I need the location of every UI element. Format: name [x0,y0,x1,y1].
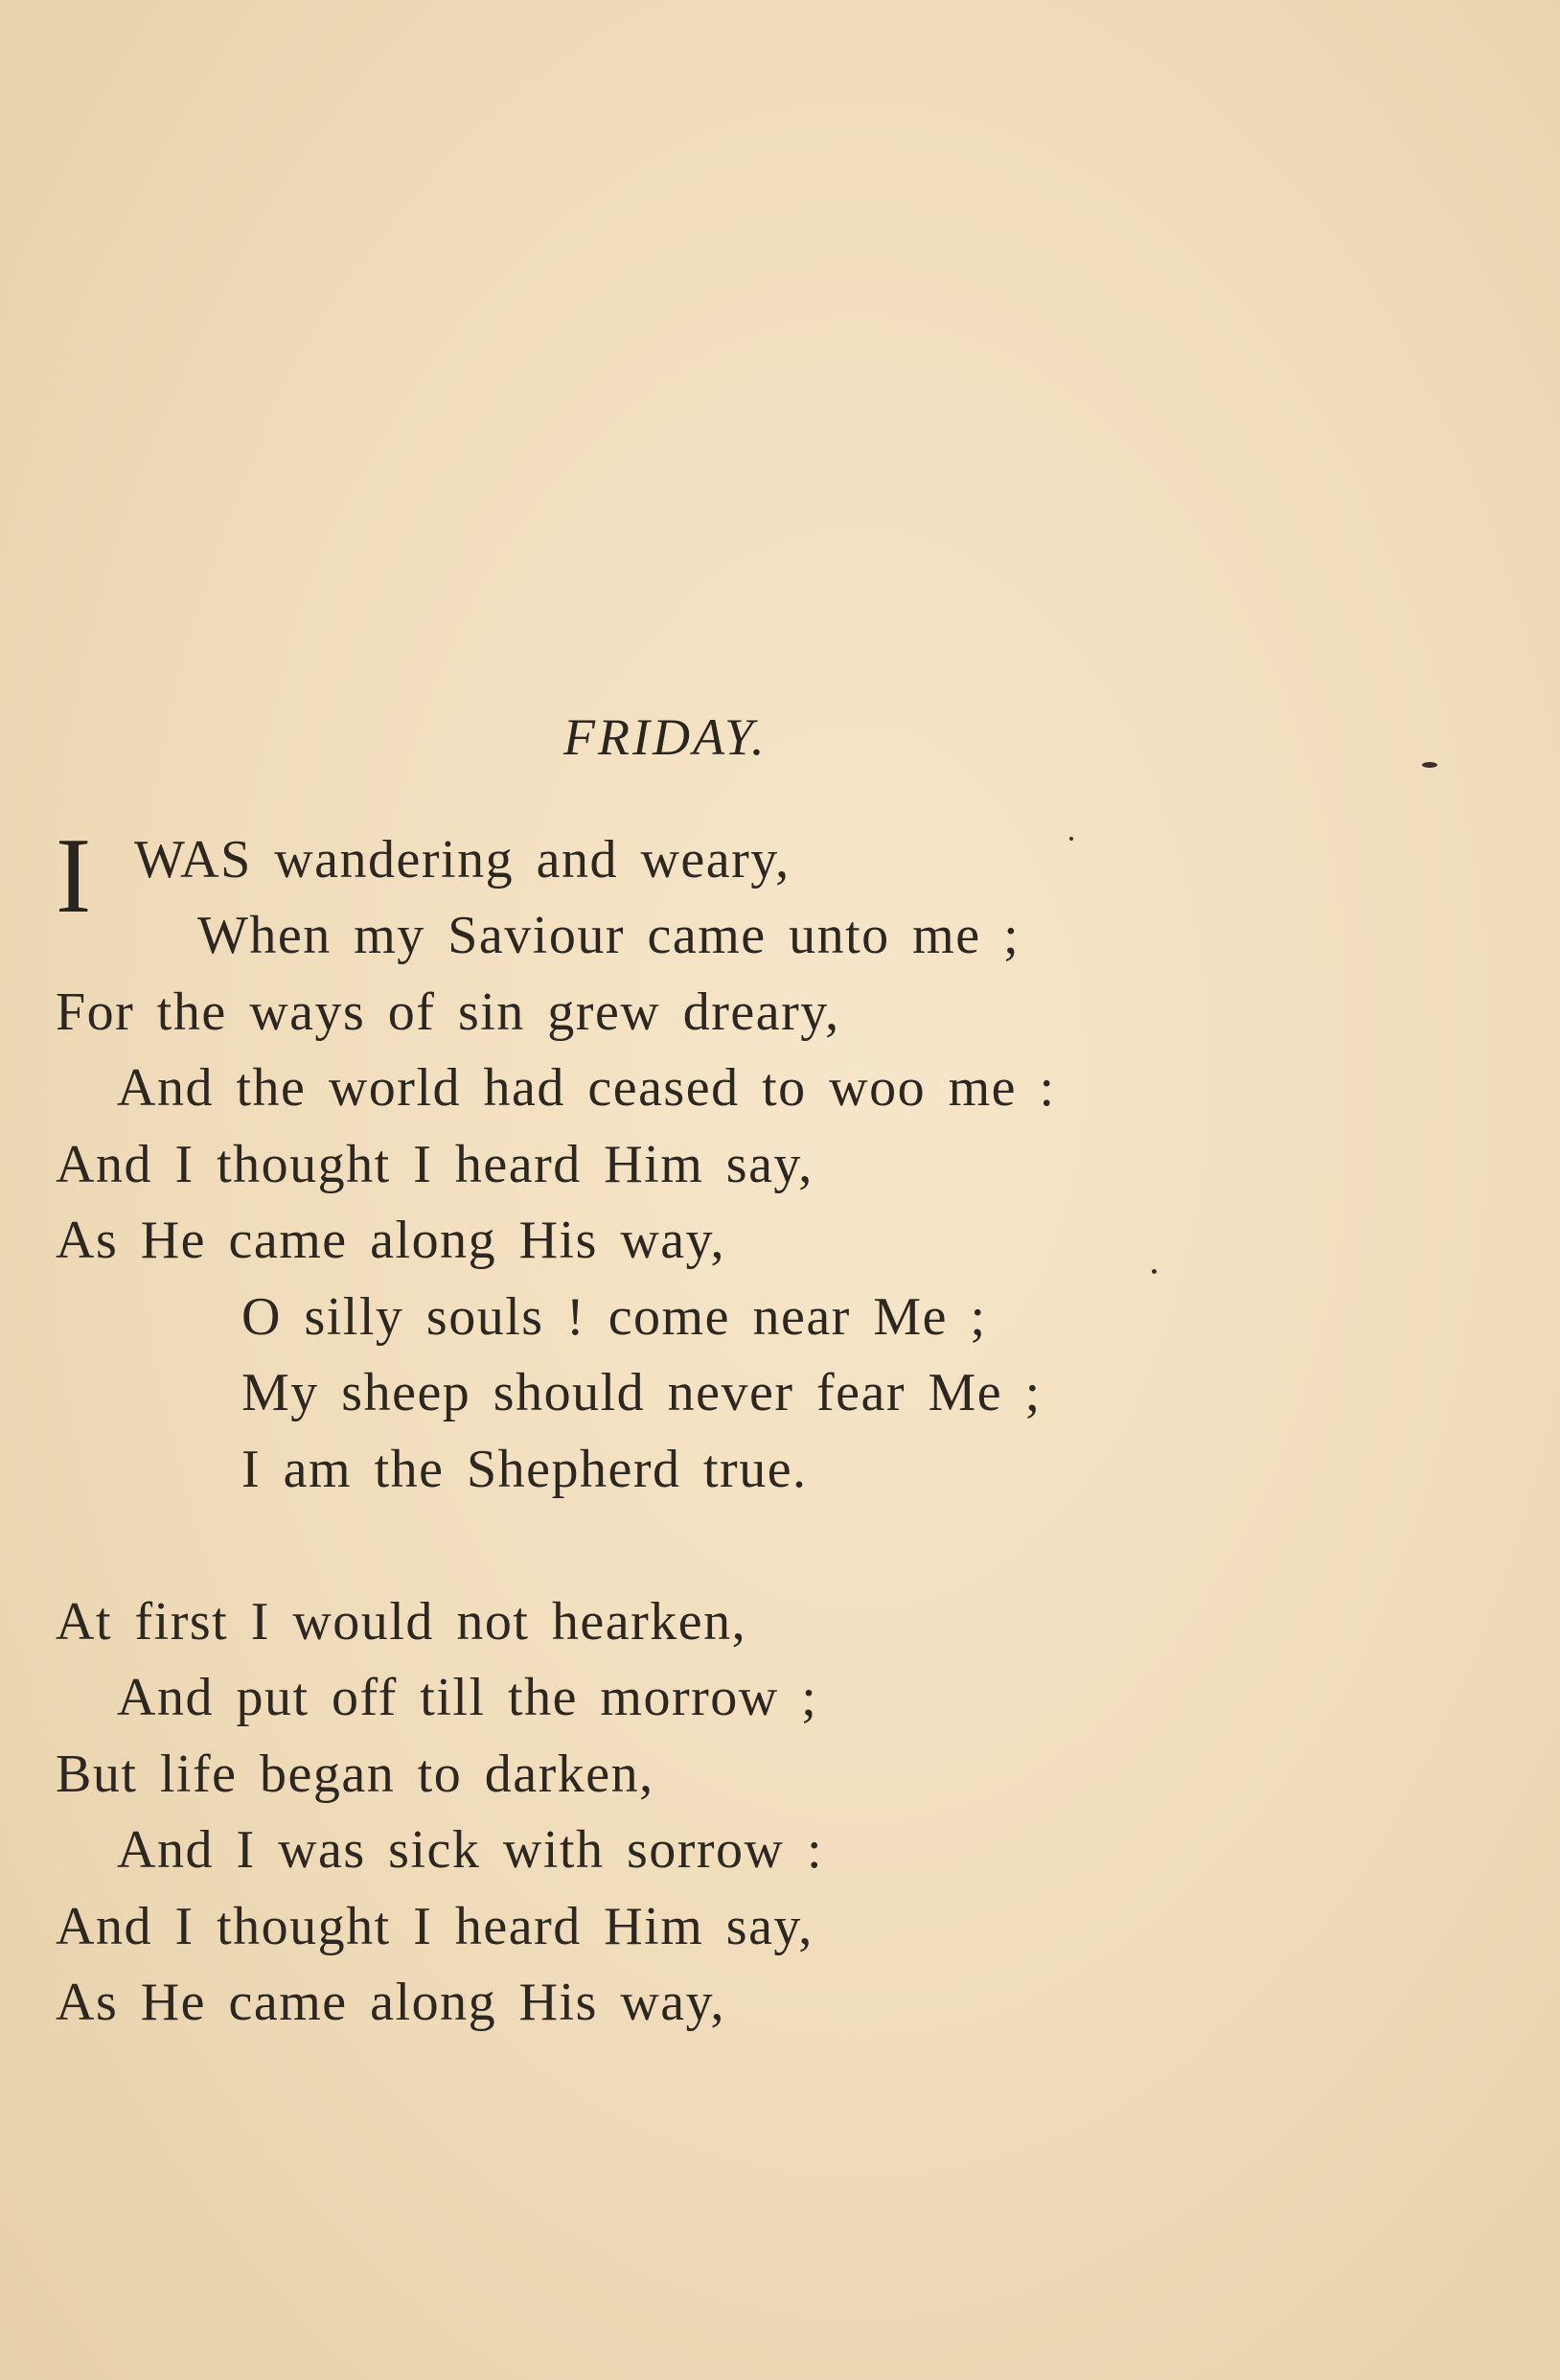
poem-line: WAS wandering and weary, [134,830,791,890]
poem-line: O silly souls ! come near Me ; [241,1287,987,1347]
poem-line: At first I would not hearken, [56,1592,747,1652]
poem-line: When my Saviour came unto me ; [197,906,1021,965]
ink-speck [1152,1269,1157,1274]
poem-line: As He came along His way, [56,1211,726,1270]
poem-line: But life began to darken, [56,1745,654,1804]
ink-speck [1069,837,1073,841]
poem-line: I am the Shepherd true. [241,1440,808,1499]
poem-line: And I was sick with sorrow : [117,1820,824,1880]
poem-line: For the ways of sin grew dreary, [56,982,840,1042]
poem-line: My sheep should never fear Me ; [241,1363,1042,1422]
drop-cap: I [56,817,92,936]
poem-line: As He came along His way, [56,1973,726,2032]
poem-title: FRIDAY. [563,708,768,766]
poem-line: And I thought I heard Him say, [56,1897,814,1956]
ink-speck [1422,762,1437,768]
poem-line: And put off till the morrow ; [117,1668,818,1727]
poem-line: And I thought I heard Him say, [56,1135,814,1194]
poem-line: And the world had ceased to woo me : [117,1058,1056,1118]
